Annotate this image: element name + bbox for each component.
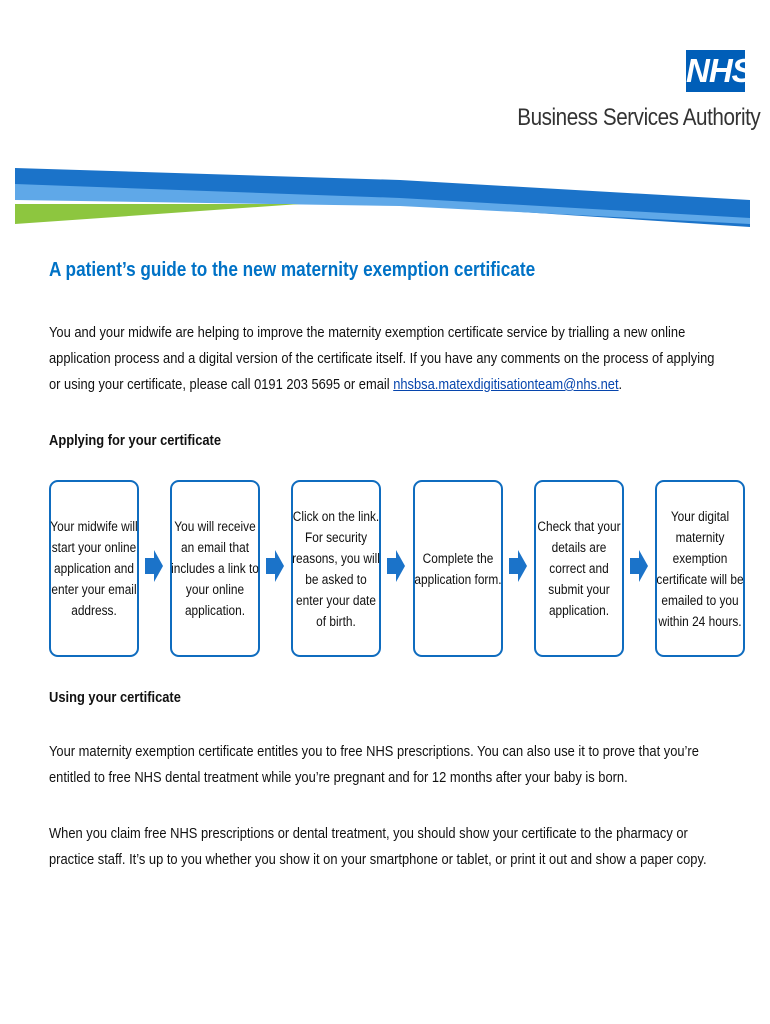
arrow-right-icon bbox=[145, 550, 163, 582]
intro-text: You and your midwife are helping to improve the maternity exemption certificate service by trialling a new online application process and a digital version of the certificate itself. If you have any comments on the process of applying or using your certificate, please call 0191 203 5695 or email bbox=[49, 324, 715, 393]
using-heading: Using your certificate bbox=[49, 689, 181, 706]
step-6-text: Your digital maternity exemption certificate will be emailed to you within 24 hours. bbox=[656, 508, 744, 629]
step-1-text: Your midwife will start your online application and enter your email address. bbox=[50, 519, 138, 618]
step-2-text: You will receive an email that includes a link to your online application. bbox=[171, 519, 259, 618]
intro-paragraph bbox=[49, 320, 728, 398]
using-paragraph-1: Your maternity exemption certificate entitles you to free NHS prescriptions. You can also use it to prove that you’re entitled to free NHS dental treatment while you’re pregnant and for 12 months after your baby is born. bbox=[49, 743, 699, 786]
contact-email-link[interactable]: nhsbsa.matexdigitisationteam@nhs.net bbox=[393, 376, 619, 393]
header-swoosh bbox=[0, 160, 770, 230]
swoosh-green-band bbox=[15, 204, 300, 224]
arrow-right-icon bbox=[266, 550, 284, 582]
page-title: A patient’s guide to the new maternity exemption certificate bbox=[49, 259, 536, 281]
step-1-box bbox=[49, 480, 139, 657]
step-5-box bbox=[534, 480, 624, 657]
using-paragraph-2: When you claim free NHS prescriptions or dental treatment, you should show your certificate to the pharmacy or practice staff. It’s up to you whether you show it on your smartphone or tablet, or print it out and show a paper copy. bbox=[49, 825, 707, 868]
arrow-right-icon bbox=[387, 550, 405, 582]
intro-text-end: . bbox=[618, 376, 623, 393]
step-2-box bbox=[170, 480, 260, 657]
step-4-box bbox=[413, 480, 503, 657]
step-5-text: Check that your details are correct and submit your application. bbox=[537, 519, 621, 618]
step-3-text: Click on the link. For security reasons, you will be asked to enter your date of birth. bbox=[292, 508, 380, 629]
org-name: Business Services Authority bbox=[517, 104, 761, 131]
step-3-box bbox=[291, 480, 381, 657]
nhs-logo: NHS bbox=[686, 50, 745, 92]
step-4-text: Complete the application form. bbox=[414, 550, 502, 587]
arrow-right-icon bbox=[630, 550, 648, 582]
arrow-right-icon bbox=[509, 550, 527, 582]
applying-heading: Applying for your certificate bbox=[49, 432, 222, 449]
step-6-box bbox=[655, 480, 745, 657]
